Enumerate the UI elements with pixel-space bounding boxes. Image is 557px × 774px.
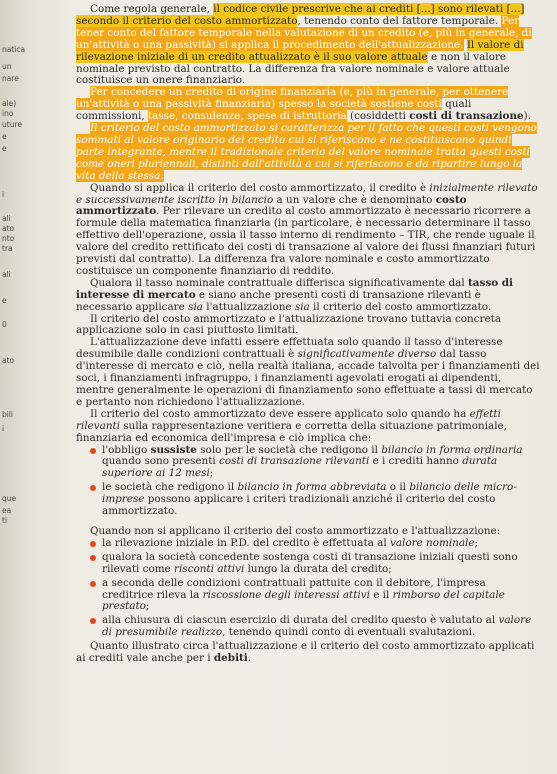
paragraph-applicazione-costo-ammortizzato: Quando si applica il criterio del costo ammortizzato, il credito è inizialmente rilevato e successivamente iscritto in bilancio a un valore che è denominato costo ammortizzato. Per rilevare un credito al costo ammortizzato è necessario ricorrere a formule della matematica finanziaria (in particolare, è necessario determinare il tasso effettivo dell'operazione, ossia il tasso interno di rendimento – TIR, che rende uguale il valore del credito rettificato dei costi di transazione al valore dei flussi finanziari futuri previsti dal contratto). La differenza fra valore nominale e costo ammortizzato costituisce un componente finanziario di reddito. — [76, 181, 538, 277]
margin-word: bili — [2, 410, 14, 419]
paragraph-effetti-rilevanti: Il criterio del costo ammortizzato deve essere applicato solo quando ha effetti rilevanti sulla rappresentazione veritiera e corretta della situazione patrimoniale, finanziaria ed economica dell'impresa e ciò implica che: — [76, 407, 507, 444]
margin-word: e — [2, 132, 7, 141]
list-item: la rilevazione iniziale in P.D. del credito è effettuata al valore nominale; — [90, 538, 540, 550]
list-item: le società che redigono il bilancio in forma abbreviata o il bilancio delle micro-imprese possono applicare i criteri tradizionali anziché il criterio del costo ammortizzato. — [90, 482, 540, 518]
margin-word: ato — [2, 356, 15, 365]
margin-word: tra — [2, 244, 13, 253]
margin-word: e — [2, 296, 7, 305]
list-criteri-tradizionali — [76, 538, 540, 639]
margin-word: ino — [2, 109, 14, 118]
margin-word: ea — [2, 506, 12, 515]
margin-word: i — [2, 190, 5, 199]
bullet-icon — [90, 541, 96, 547]
bullet-icon — [90, 448, 96, 454]
margin-word: ali — [2, 270, 11, 279]
left-margin-fragments — [0, 0, 60, 774]
bullet-icon — [90, 485, 96, 491]
page-body — [76, 4, 540, 665]
margin-word: 0 — [2, 320, 7, 329]
margin-word: nto — [2, 234, 15, 243]
paragraph-debiti: Quanto illustrato circa l'attualizzazione e il criterio del costo ammortizzato applicati ai crediti vale anche per i debiti. — [76, 640, 535, 665]
margin-word: que — [2, 494, 17, 503]
margin-word: ato — [2, 224, 15, 233]
margin-word: ale) — [2, 99, 17, 108]
paragraph-attualizzazione: L'attualizzazione deve infatti essere effettuata solo quando il tasso d'interesse desumibile dalle condizioni contrattuali è significativamente diverso dal tasso d'interesse di mercato e ciò, nella realtà italiana, accade talvolta per i finanziamenti dei soci, i finanziamenti infragruppo, i finanziamenti agevolati erogati ai dipendenti, mentre generalmente le operazioni di finanziamento sono effettuate a tassi di mercato e pertanto non richiedono l'attualizzazione. — [76, 336, 540, 408]
bullet-icon — [90, 581, 96, 587]
list-item: a seconda delle condizioni contrattuali pattuite con il debitore, l'impresa creditrice rileva la riscossione degli interessi attivi e il rimborso del capitale prestato; — [90, 578, 540, 614]
list-item: alla chiusura di ciascun esercizio di durata del credito questo è valutato al valore di presumibile realizzo, tenendo quindi conto di eventuali svalutazioni. — [90, 615, 540, 639]
bullet-icon — [90, 618, 96, 624]
list-obblighi — [76, 445, 540, 518]
paragraph-criterio-caratteristiche: Il criterio del costo ammortizzato si caratterizza per il fatto che questi costi vengono sommati al valore originario del credito cui si riferiscono e ne costituiscono quindi parte integrante, mentre il tradizionale criterio del valore nominale tratta questi costi come oneri pluriennali, distinti dall'attività a cui si riferiscono e da ripartire lungo la vita della stessa. — [76, 122, 537, 182]
margin-word: i — [2, 424, 5, 433]
paragraph-tasso-mercato: Qualora il tasso nominale contrattuale differisca significativamente dal tasso di interesse di mercato e siano anche presenti costi di transazione rilevanti è necessario applicare sia l'attualizzazione sia il criterio del costo ammortizzato. — [76, 276, 513, 313]
margin-word: un — [2, 62, 12, 71]
margin-word: ali — [2, 214, 11, 223]
bullet-icon — [90, 555, 96, 561]
list-item: qualora la società concedente sostenga costi di transazione iniziali questi sono rilevati come risconti attivi lungo la durata del credito; — [90, 552, 540, 576]
paragraph-casi-limitati: Il criterio del costo ammortizzato e l'attualizzazione trovano tuttavia concreta applicazione solo in casi piuttosto limitati. — [76, 312, 502, 337]
paragraph-quando-non-si-applicano: Quando non si applicano il criterio del costo ammortizzato e l'attualizzazione: — [90, 524, 501, 537]
margin-word: uture — [2, 120, 22, 129]
paragraph-regola-generale: Come regola generale, il codice civile prescrive che ai crediti [...] sono rilevati [...] secondo il criterio del costo ammortizzato, tenendo conto del fattore temporale. Per tener conto del fattore temporale nella valutazione di un credito (e, più in generale, di un'attività o una passività) si applica il procedimento dell'attualizzazione. Il valore di rilevazione iniziale di un credito attualizzato è il suo valore attuale e non il valore nominale previsto dal contratto. La differenza fra valore nominale e valore attuale costituisce un onere finanziario. — [76, 3, 532, 87]
margin-word: nare — [2, 74, 19, 83]
list-item: l'obbligo sussiste solo per le società che redigono il bilancio in forma ordinaria quando sono presenti costi di transazione rilevanti e i crediti hanno durata superiore ai 12 mesi; — [90, 445, 540, 481]
margin-word: ti — [2, 516, 8, 525]
margin-word: e — [2, 144, 7, 153]
paragraph-costi-transazione: Per concedere un credito di origine finanziaria (e, più in generale, per ottenere un'attività o una passività finanziaria) spesso la società sostiene costi quali commissioni, tasse, consulenze, spese di istruttoria (cosiddetti costi di transazione). — [76, 86, 532, 123]
margin-word: natica — [2, 45, 26, 54]
